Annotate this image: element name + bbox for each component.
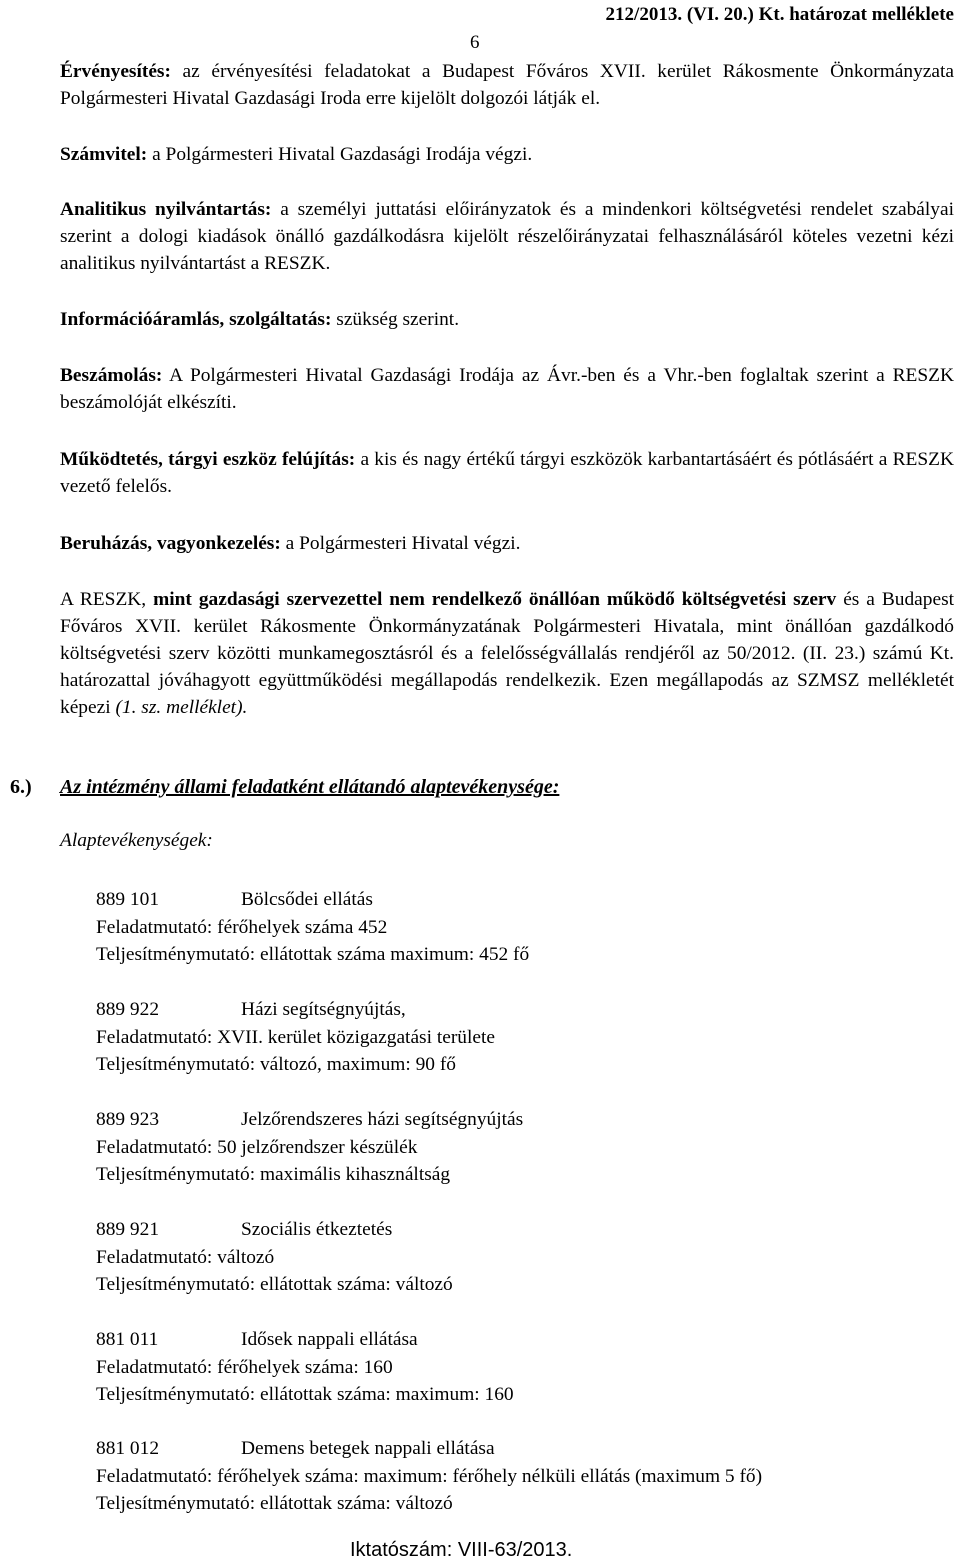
text: a kis és nagy értékű tárgyi eszközök karbantartásáért és pótlásáért a RESZK vezető felelős. bbox=[60, 449, 954, 497]
text: és a Budapest Főváros XVII. kerület Rákosmente Önkormányzatának Polgármesteri Hivatala, mint önállóan gazdálkodó költségvetési szerv közötti munkamegosztásról és a felelősségvállalás rendjéről az 50/2012. (II. 23.) számú Kt. határozattal jóváhagyott együttműködési megállapodás rendelkezik. Ezen megállapodás az SZMSZ mellékletét képezi bbox=[60, 589, 955, 718]
section-heading bbox=[10, 776, 559, 799]
page-header: 212/2013. (VI. 20.) Kt. határozat melléklete bbox=[605, 4, 954, 25]
paragraph-reszk bbox=[60, 586, 954, 721]
activity-block bbox=[96, 1326, 956, 1409]
paragraph-mukodtetes bbox=[60, 446, 954, 500]
activity-code: 889 923 bbox=[96, 1109, 160, 1130]
label: Érvényesítés: bbox=[60, 61, 171, 82]
activity-block bbox=[96, 1106, 956, 1189]
paragraph-beruhazas bbox=[60, 530, 954, 557]
section-number: 6.) bbox=[10, 776, 32, 798]
bold-phrase: mint gazdasági szervezettel nem rendelkező önállóan működő költségvetési szerv bbox=[153, 589, 837, 610]
activity-block bbox=[96, 1435, 956, 1518]
activity-name: Szociális étkeztetés bbox=[241, 1219, 393, 1240]
activity-teljesitmeny: Teljesítménymutató: ellátottak száma: maximum: 160 bbox=[96, 1384, 514, 1405]
activity-name: Bölcsődei ellátás bbox=[241, 889, 373, 910]
activity-block bbox=[96, 886, 956, 969]
page-number: 6 bbox=[470, 32, 480, 53]
activity-feladat: Feladatmutató: férőhelyek száma: maximum: férőhely nélküli ellátás (maximum 5 fő) bbox=[96, 1465, 763, 1487]
subtitle: Alaptevékenységek: bbox=[60, 830, 213, 851]
activity-teljesitmeny: Teljesítménymutató: ellátottak száma maximum: 452 fő bbox=[96, 944, 530, 965]
activity-code: 889 922 bbox=[96, 999, 160, 1020]
activity-feladat: Feladatmutató: XVII. kerület közigazgatási területe bbox=[96, 1026, 495, 1048]
text: A Polgármesteri Hivatal Gazdasági Irodája az Ávr.-ben és a Vhr.-ben foglaltak szerint a RESZK beszámolóját elkészíti. bbox=[60, 365, 954, 413]
label: Analitikus nyilvántartás: bbox=[60, 199, 272, 220]
text: a személyi juttatási előirányzatok és a mindenkori költségvetési rendelet szabályai szerint a dologi kiadások önálló gazdálkodásra kijelölt részelőirányzatai felhasználásáról köteles vezetni kézi analitikus nyilvántartást a RESZK. bbox=[60, 199, 954, 274]
activity-teljesitmeny: Teljesítménymutató: maximális kihasználtság bbox=[96, 1164, 451, 1185]
text: az érvényesítési feladatokat a Budapest Főváros XVII. kerület Rákosmente Önkormányzata Polgármesteri Hivatal Gazdasági Iroda erre kijelölt dolgozói látják el. bbox=[60, 61, 954, 109]
label: Számvitel: bbox=[60, 144, 148, 165]
activity-code: 881 011 bbox=[96, 1329, 159, 1350]
label: Információáramlás, szolgáltatás: bbox=[60, 309, 332, 330]
paragraph-ervenyesites bbox=[60, 58, 954, 112]
activity-teljesitmeny: Teljesítménymutató: változó, maximum: 90 fő bbox=[96, 1054, 456, 1075]
activity-feladat: Feladatmutató: változó bbox=[96, 1246, 275, 1268]
activity-name: Jelzőrendszeres házi segítségnyújtás bbox=[241, 1109, 524, 1130]
pre: A RESZK, bbox=[60, 589, 154, 610]
label: Működtetés, tárgyi eszköz felújítás: bbox=[60, 449, 356, 470]
italic-ref: (1. sz. melléklet). bbox=[115, 697, 248, 718]
text: a Polgármesteri Hivatal végzi. bbox=[280, 533, 521, 554]
text: a Polgármesteri Hivatal Gazdasági Irodája végzi. bbox=[147, 144, 533, 165]
activity-name: Házi segítségnyújtás, bbox=[241, 999, 406, 1020]
section-title: Az intézmény állami feladatként ellátandó alaptevékenysége: bbox=[60, 776, 560, 798]
paragraph-analitikus bbox=[60, 196, 954, 277]
label: Beruházás, vagyonkezelés: bbox=[60, 533, 281, 554]
paragraph-szamvitel bbox=[60, 141, 954, 168]
activity-code: 889 101 bbox=[96, 889, 160, 910]
activity-block bbox=[96, 1216, 956, 1299]
label: Beszámolás: bbox=[60, 365, 163, 386]
activity-feladat: Feladatmutató: 50 jelzőrendszer készülék bbox=[96, 1136, 418, 1158]
text: szükség szerint. bbox=[331, 309, 460, 330]
activity-teljesitmeny: Teljesítménymutató: ellátottak száma: változó bbox=[96, 1274, 453, 1295]
activity-teljesitmeny: Teljesítménymutató: ellátottak száma: változó bbox=[96, 1493, 453, 1514]
activity-name: Idősek nappali ellátása bbox=[241, 1329, 418, 1350]
activity-name: Demens betegek nappali ellátása bbox=[241, 1438, 495, 1459]
activity-block bbox=[96, 996, 956, 1079]
paragraph-beszamolas bbox=[60, 362, 954, 416]
activity-feladat: Feladatmutató: férőhelyek száma 452 bbox=[96, 916, 388, 938]
activity-feladat: Feladatmutató: férőhelyek száma: 160 bbox=[96, 1356, 393, 1378]
activity-code: 889 921 bbox=[96, 1219, 160, 1240]
activity-code: 881 012 bbox=[96, 1438, 160, 1459]
page-footer: Iktatószám: VIII-63/2013. bbox=[350, 1539, 573, 1561]
paragraph-informacio bbox=[60, 306, 954, 333]
